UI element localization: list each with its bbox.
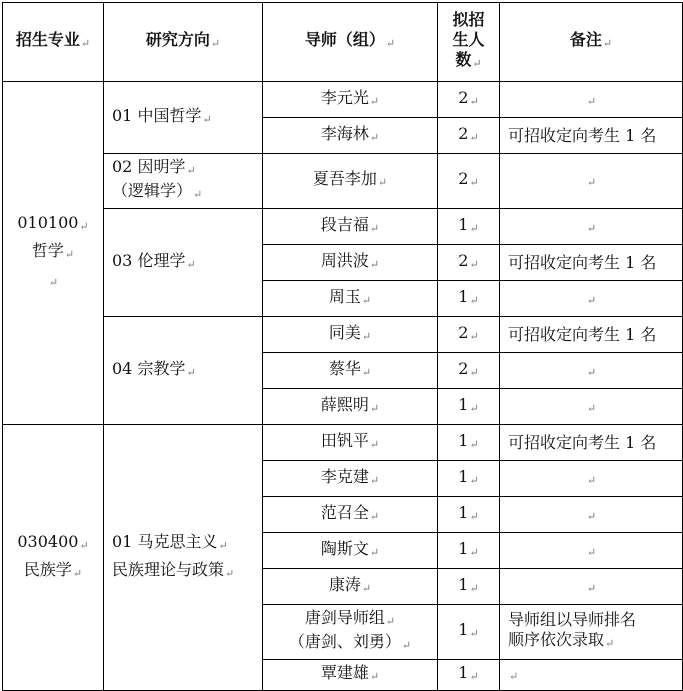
advisor-cell: 周玉↵ (263, 281, 438, 317)
remark-cell: 可招收定向考生 1 名 (500, 317, 683, 353)
remark-cell: 可招收定向考生 1 名 (500, 118, 683, 154)
advisor-cell: 同美↵ (263, 317, 438, 353)
advisor-cell: 李海林↵ (263, 118, 438, 154)
quota-cell: 1↵ (438, 605, 500, 660)
table-row (3, 209, 683, 245)
remark-cell: ↵ (500, 569, 683, 605)
direction-cell: 04 宗教学↵ (104, 317, 263, 425)
admission-table (2, 2, 683, 691)
quota-cell: 2↵ (438, 245, 500, 281)
remark-cell: ↵ (500, 497, 683, 533)
remark-cell: ↵ (500, 461, 683, 497)
major-cell: 030400↵ 民族学↵ (3, 425, 104, 691)
quota-cell: 1↵ (438, 209, 500, 245)
remark-cell: ↵ (500, 660, 683, 691)
remark-cell: 可招收定向考生 1 名 (500, 425, 683, 461)
header-direction: 研究方向↵ (104, 3, 263, 82)
quota-cell: 2↵ (438, 154, 500, 209)
advisor-cell: 夏吾李加↵ (263, 154, 438, 209)
advisor-cell: 陶斯文↵ (263, 533, 438, 569)
advisor-cell: 段吉福↵ (263, 209, 438, 245)
table-row (3, 425, 683, 461)
table-row (3, 82, 683, 118)
remark-cell: 可招收定向考生 1 名 (500, 245, 683, 281)
quota-cell: 1↵ (438, 281, 500, 317)
quota-cell: 1↵ (438, 533, 500, 569)
remark-cell: 导师组以导师排名 顺序依次录取↵ (500, 605, 683, 660)
remark-cell: ↵ (500, 154, 683, 209)
remark-cell: ↵ (500, 209, 683, 245)
advisor-cell: 蔡华↵ (263, 353, 438, 389)
header-quota: 拟招 生人 数↵ (438, 3, 500, 82)
header-major: 招生专业↵ (3, 3, 104, 82)
quota-cell: 1↵ (438, 389, 500, 425)
advisor-cell: 李克建↵ (263, 461, 438, 497)
quota-cell: 1↵ (438, 425, 500, 461)
remark-cell: ↵ (500, 281, 683, 317)
direction-cell: 03 伦理学↵ (104, 209, 263, 317)
major-cell: 010100↵ 哲学↵ ↵ (3, 82, 104, 425)
header-row (3, 3, 683, 82)
quota-cell: 2↵ (438, 82, 500, 118)
quota-cell: 1↵ (438, 660, 500, 691)
direction-cell: 01 马克思主义↵ 民族理论与政策↵ (104, 425, 263, 691)
table-row (3, 154, 683, 209)
quota-cell: 1↵ (438, 569, 500, 605)
advisor-cell: 覃建雄↵ (263, 660, 438, 691)
remark-cell: ↵ (500, 389, 683, 425)
advisor-cell: 田钒平↵ (263, 425, 438, 461)
advisor-cell: 范召全↵ (263, 497, 438, 533)
remark-cell: ↵ (500, 353, 683, 389)
header-remark: 备注↵ (500, 3, 683, 82)
quota-cell: 2↵ (438, 353, 500, 389)
direction-cell: 02 因明学↵ （逻辑学）↵ (104, 154, 263, 209)
advisor-cell: 李元光↵ (263, 82, 438, 118)
remark-cell: ↵ (500, 82, 683, 118)
quota-cell: 1↵ (438, 461, 500, 497)
advisor-cell: 薛熙明↵ (263, 389, 438, 425)
quota-cell: 2↵ (438, 317, 500, 353)
table-row (3, 317, 683, 353)
header-advisor: 导师（组）↵ (263, 3, 438, 82)
advisor-cell: 康涛↵ (263, 569, 438, 605)
remark-cell: ↵ (500, 533, 683, 569)
quota-cell: 1↵ (438, 497, 500, 533)
advisor-cell: 周洪波↵ (263, 245, 438, 281)
direction-cell: 01 中国哲学↵ (104, 82, 263, 154)
advisor-cell: 唐剑导师组↵ （唐剑、刘勇）↵ (263, 605, 438, 660)
quota-cell: 2↵ (438, 118, 500, 154)
